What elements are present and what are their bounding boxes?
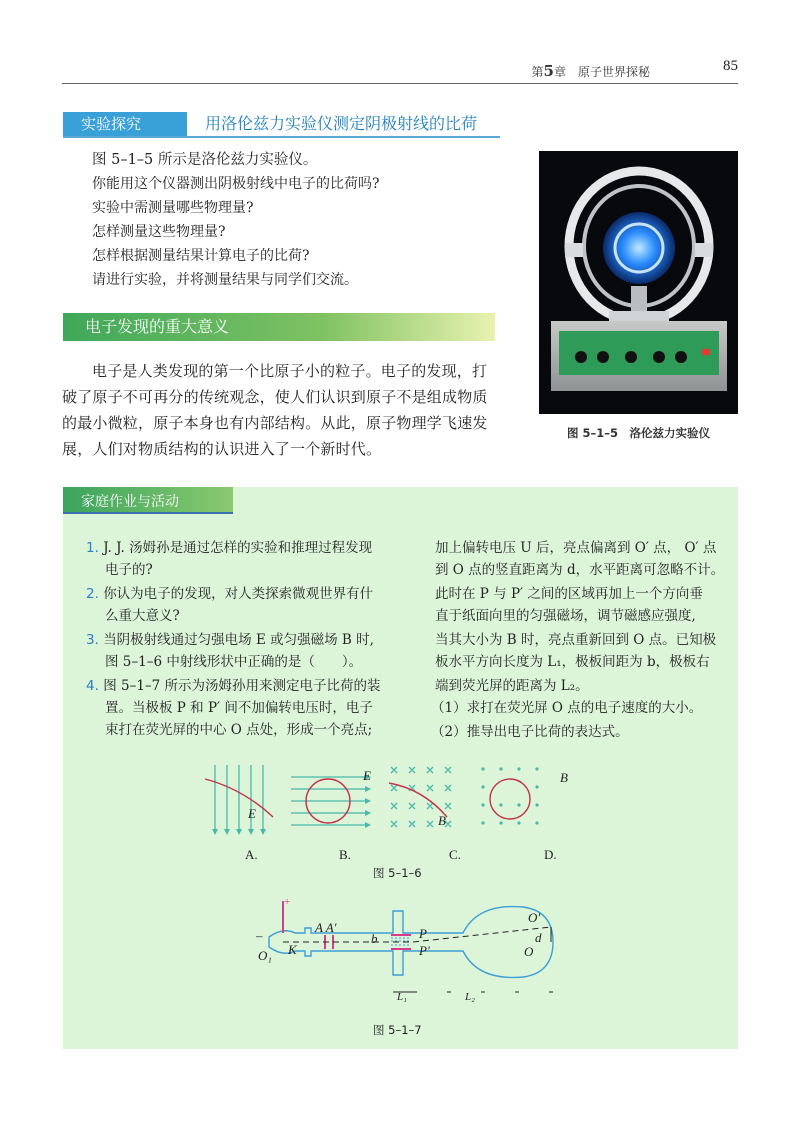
- inquiry-line: 请进行实验，并将测量结果与同学们交流。: [92, 272, 358, 288]
- chapter-prefix: 第: [531, 65, 544, 79]
- question-4-cont: 到 O 点的竖直距离为 d，水平距离可忽略不计。: [435, 562, 725, 578]
- inquiry-line: 怎样根据测量结果计算电子的比荷?: [92, 248, 310, 264]
- label-l2: L₂: [465, 991, 475, 1003]
- figure-5-1-6-caption: 图 5–1–6: [373, 866, 422, 880]
- question-text: 电子的?: [105, 562, 153, 578]
- homework-box: [63, 487, 738, 1049]
- chapter-label: [532, 62, 651, 80]
- question-number: 3.: [86, 632, 99, 648]
- field-label-b-c: B: [438, 813, 446, 828]
- option-b-diagram: [291, 774, 371, 828]
- experiment-tag: 实验探究: [63, 112, 187, 136]
- option-a-diagram: [205, 765, 273, 835]
- sub-question-1: （1）求打在荧光屏 O 点的电子速度的大小。: [431, 700, 703, 716]
- figure-5-1-7-caption: 图 5–1–7: [373, 1023, 422, 1037]
- lorentz-apparatus-photo: [539, 151, 738, 414]
- option-a-label: A.: [245, 847, 258, 862]
- question-4-cont: 板水平方向长度为 L₁，极板间距为 b，极板右: [435, 654, 710, 670]
- question-1: [86, 537, 372, 581]
- label-d: d: [535, 930, 542, 945]
- significance-title: 电子发现的重大意义: [85, 317, 230, 336]
- figure-5-1-6: [203, 759, 583, 841]
- label-o1: O₁: [258, 948, 272, 963]
- question-4: [86, 675, 381, 741]
- question-3: [86, 629, 374, 673]
- figure-5-1-7: [253, 897, 563, 1002]
- option-d-label: D.: [544, 847, 557, 862]
- question-text: 你认为电子的发现，对人类探索微观世界有什: [103, 586, 374, 602]
- inquiry-line: 实验中需测量哪些物理量?: [92, 200, 254, 216]
- section-significance-bar: [63, 313, 495, 341]
- experiment-title: 用洛伦兹力实验仪测定阴极射线的比荷: [205, 114, 478, 133]
- label-minus: –: [256, 928, 263, 943]
- question-number: 1.: [86, 540, 99, 556]
- label-plus: +: [284, 896, 291, 908]
- question-text: 图 5–1–6 中射线形状中正确的是（ ）。: [105, 654, 363, 670]
- section-experiment-bar: [63, 112, 500, 138]
- homework-tab: [63, 487, 233, 514]
- label-o: O: [524, 944, 534, 959]
- question-4-cont: 此时在 P 与 P′ 之间的区域再加上一个方向垂: [435, 586, 703, 602]
- label-b: b: [371, 931, 378, 946]
- chapter-title: 原子世界探秘: [577, 65, 650, 79]
- apparatus-illustration: [539, 151, 738, 414]
- field-label-e-b: E: [363, 768, 371, 783]
- inquiry-line: 图 5–1–5 所示是洛伦兹力实验仪。: [92, 152, 318, 168]
- field-label-b-d: B: [560, 770, 568, 785]
- chapter-suffix: 章: [553, 65, 566, 79]
- question-text: 当阴极射线通过匀强电场 E 或匀强磁场 B 时,: [103, 632, 374, 648]
- photo-caption: 图 5–1–5 洛伦兹力实验仪: [566, 426, 710, 440]
- label-aa: A A′: [315, 920, 337, 935]
- question-text: 置。当极板 P 和 P′ 间不加偏转电压时，电子: [105, 700, 373, 716]
- significance-paragraph: 电子是人类发现的第一个比原子小的粒子。电子的发现，打破了原子不可再分的传统观念，使人们认识到原子不是组成物质的最小微粒，原子本身也有内部结构。从此，原子物理学飞速发展，人们对物质结构的认识进入了一个新时代。: [62, 362, 488, 458]
- option-d-diagram: [481, 767, 538, 824]
- page-number: 85: [723, 58, 738, 74]
- inquiry-line: 你能用这个仪器测出阴极射线中电子的比荷吗?: [92, 176, 380, 192]
- chapter-number: 5: [543, 62, 554, 80]
- label-l1: L₁: [397, 991, 407, 1003]
- label-k: K: [288, 942, 297, 957]
- label-o-prime: O′: [528, 910, 541, 925]
- inquiry-line: 怎样测量这些物理量?: [92, 224, 226, 240]
- question-text: 么重大意义?: [105, 608, 180, 624]
- homework-title: 家庭作业与活动: [81, 494, 179, 510]
- question-4-cont: 加上偏转电压 U 后，亮点偏离到 O′ 点， O′ 点: [435, 540, 717, 556]
- question-text: J. J. 汤姆孙是通过怎样的实验和推理过程发现: [103, 540, 373, 556]
- question-text: 图 5–1–7 所示为汤姆孙用来测定电子比荷的装: [103, 678, 381, 694]
- option-c-label: C.: [449, 847, 461, 862]
- question-number: 2.: [86, 586, 99, 602]
- question-number: 4.: [86, 678, 99, 694]
- running-head: [62, 58, 738, 84]
- field-label-e-a: E: [248, 806, 256, 821]
- question-4-cont: 当其大小为 B 时，亮点重新回到 O 点。已知极: [435, 632, 717, 648]
- question-4-cont: 直于纸面向里的匀强磁场，调节磁感应强度,: [435, 608, 696, 624]
- thomson-tube-outline: [269, 907, 553, 978]
- sub-question-2: （2）推导出电子比荷的表达式。: [431, 724, 629, 740]
- label-p: P: [419, 926, 427, 941]
- label-p-prime: P′: [419, 943, 430, 958]
- question-text: 束打在荧光屏的中心 O 点处，形成一个亮点;: [105, 722, 373, 738]
- question-4-cont: 端到荧光屏的距离为 L₂。: [435, 678, 589, 694]
- option-b-label: B.: [339, 847, 351, 862]
- question-2: [86, 583, 373, 627]
